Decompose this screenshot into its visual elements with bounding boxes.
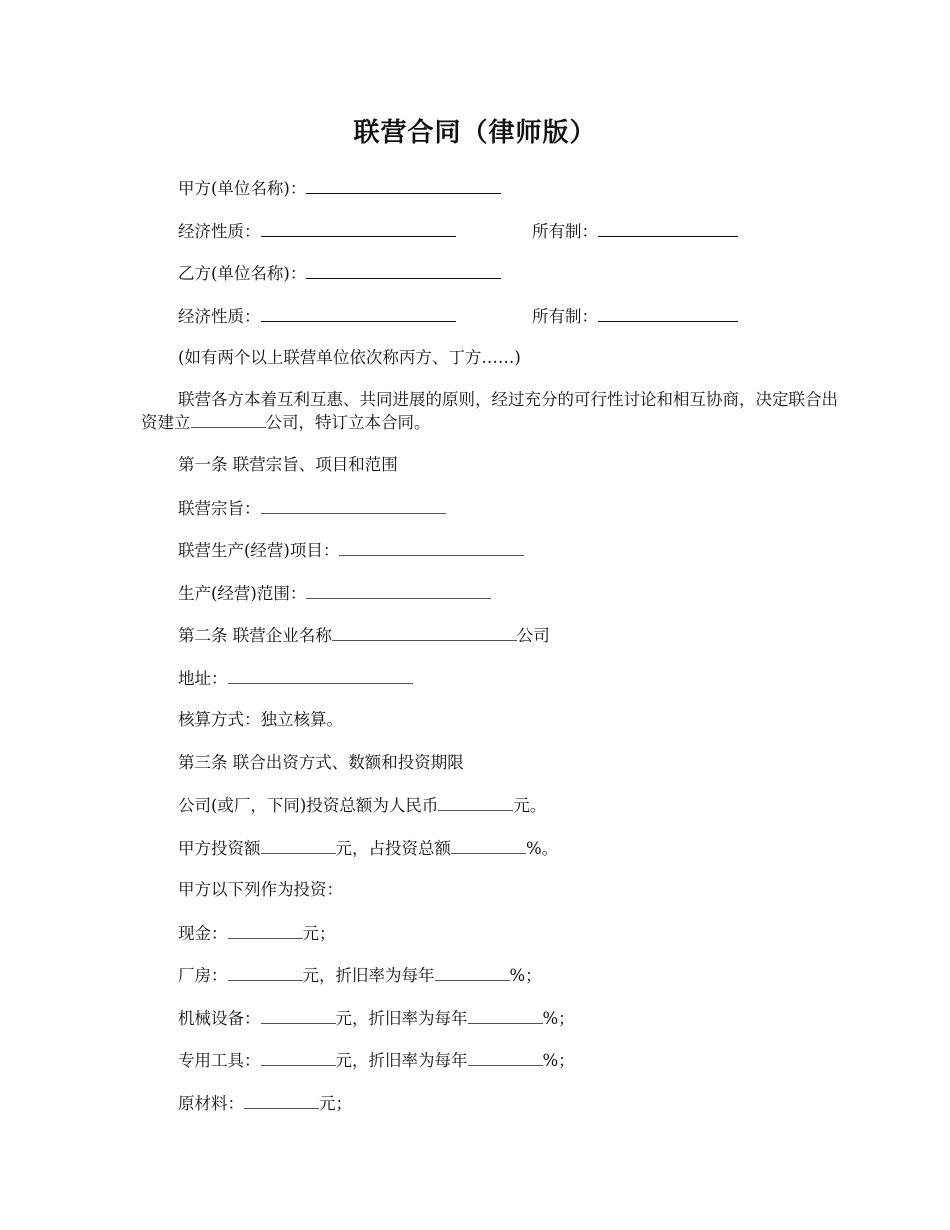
materials-blank[interactable]: [244, 1092, 319, 1109]
party-a-amount-blank[interactable]: [261, 837, 336, 854]
share-of-total-label: 元，占投资总额: [335, 839, 451, 858]
depreciation-label: 元，折旧率为每年: [335, 1051, 468, 1070]
materials-line: [178, 1092, 352, 1115]
intro-text-part1: 联营各方本着互利互惠、共同进展的原则，经过充分的可行性讨论和相互协商，决定联合出资建立: [141, 390, 838, 432]
party-a-ownership-blank[interactable]: [598, 220, 738, 237]
company-name-blank[interactable]: [191, 411, 266, 428]
ownership-label: 所有制：: [532, 222, 598, 241]
factory-line: [178, 964, 542, 987]
article-2-line: [178, 624, 550, 647]
party-a-line: [178, 177, 501, 200]
party-b-label: 乙方(单位名称)：: [178, 264, 307, 283]
total-investment-line: [178, 794, 546, 817]
percent-semicolon: %；: [542, 1009, 575, 1028]
project-line: [178, 539, 524, 562]
ownership-label: 所有制：: [532, 307, 598, 326]
scope-label: 生产(经营)范围：: [178, 584, 307, 603]
percent-semicolon: %；: [509, 966, 542, 985]
yuan-semicolon: 元；: [319, 1094, 352, 1113]
machinery-depreciation-blank[interactable]: [468, 1007, 543, 1024]
materials-label: 原材料：: [178, 1094, 244, 1113]
party-a-name-blank[interactable]: [306, 177, 501, 194]
project-label: 联营生产(经营)项目：: [178, 541, 340, 560]
company-suffix: 公司: [516, 626, 550, 645]
party-a-nature-line: [178, 220, 456, 243]
article-1-heading: 第一条 联营宗旨、项目和范围: [178, 455, 398, 474]
more-parties-note: (如有两个以上联营单位依次称丙方、丁方……): [178, 348, 521, 367]
party-a-investment-line: [178, 837, 558, 860]
yuan-semicolon: 元；: [302, 924, 336, 943]
yuan-period: 元。: [513, 796, 547, 815]
party-a-invest-as: 甲方以下列作为投资：: [178, 880, 343, 899]
cash-blank[interactable]: [228, 922, 303, 939]
party-b-name-blank[interactable]: [306, 262, 501, 279]
tools-depreciation-blank[interactable]: [468, 1049, 543, 1066]
enterprise-name-blank[interactable]: [332, 624, 517, 641]
depreciation-label: 元，折旧率为每年: [335, 1009, 468, 1028]
party-a-label: 甲方(单位名称)：: [178, 179, 307, 198]
party-a-ownership-line: [532, 220, 738, 243]
machinery-label: 机械设备：: [178, 1009, 261, 1028]
party-a-share-blank[interactable]: [451, 837, 526, 854]
factory-label: 厂房：: [178, 966, 228, 985]
party-b-line: [178, 262, 501, 285]
document-title: 联营合同（律师版）: [353, 118, 597, 148]
factory-depreciation-blank[interactable]: [435, 964, 510, 981]
economic-nature-label: 经济性质：: [178, 307, 261, 326]
depreciation-label: 元，折旧率为每年: [302, 966, 435, 985]
factory-amount-blank[interactable]: [228, 964, 303, 981]
address-label: 地址：: [178, 669, 228, 688]
address-line: [178, 667, 413, 690]
machinery-line: [178, 1007, 575, 1030]
intro-text-part2: 公司，特订立本合同。: [265, 413, 431, 432]
address-blank[interactable]: [228, 667, 413, 684]
tools-label: 专用工具：: [178, 1051, 261, 1070]
cash-label: 现金：: [178, 924, 228, 943]
party-b-ownership-line: [532, 305, 738, 328]
party-b-ownership-blank[interactable]: [598, 305, 738, 322]
purpose-label: 联营宗旨：: [178, 499, 261, 518]
party-b-nature-line: [178, 305, 456, 328]
cash-line: [178, 922, 336, 945]
total-investment-label: 公司(或厂，下同)投资总额为人民币: [178, 796, 439, 815]
article-3-heading: 第三条 联合出资方式、数额和投资期限: [178, 753, 464, 772]
tools-line: [178, 1049, 575, 1072]
party-b-nature-blank[interactable]: [261, 305, 456, 322]
purpose-line: [178, 497, 446, 520]
party-a-investment-label: 甲方投资额: [178, 839, 261, 858]
party-a-nature-blank[interactable]: [261, 220, 456, 237]
article-2-heading: 第二条 联营企业名称: [178, 626, 332, 645]
percent-semicolon: %；: [542, 1051, 575, 1070]
tools-amount-blank[interactable]: [261, 1049, 336, 1066]
purpose-blank[interactable]: [261, 497, 446, 514]
intro-paragraph: [141, 389, 841, 434]
accounting-method: 核算方式：独立核算。: [178, 710, 343, 729]
machinery-amount-blank[interactable]: [261, 1007, 336, 1024]
scope-blank[interactable]: [306, 582, 491, 599]
total-investment-blank[interactable]: [438, 794, 513, 811]
percent-period: %。: [526, 839, 559, 858]
project-blank[interactable]: [339, 539, 524, 556]
economic-nature-label: 经济性质：: [178, 222, 261, 241]
scope-line: [178, 582, 491, 605]
